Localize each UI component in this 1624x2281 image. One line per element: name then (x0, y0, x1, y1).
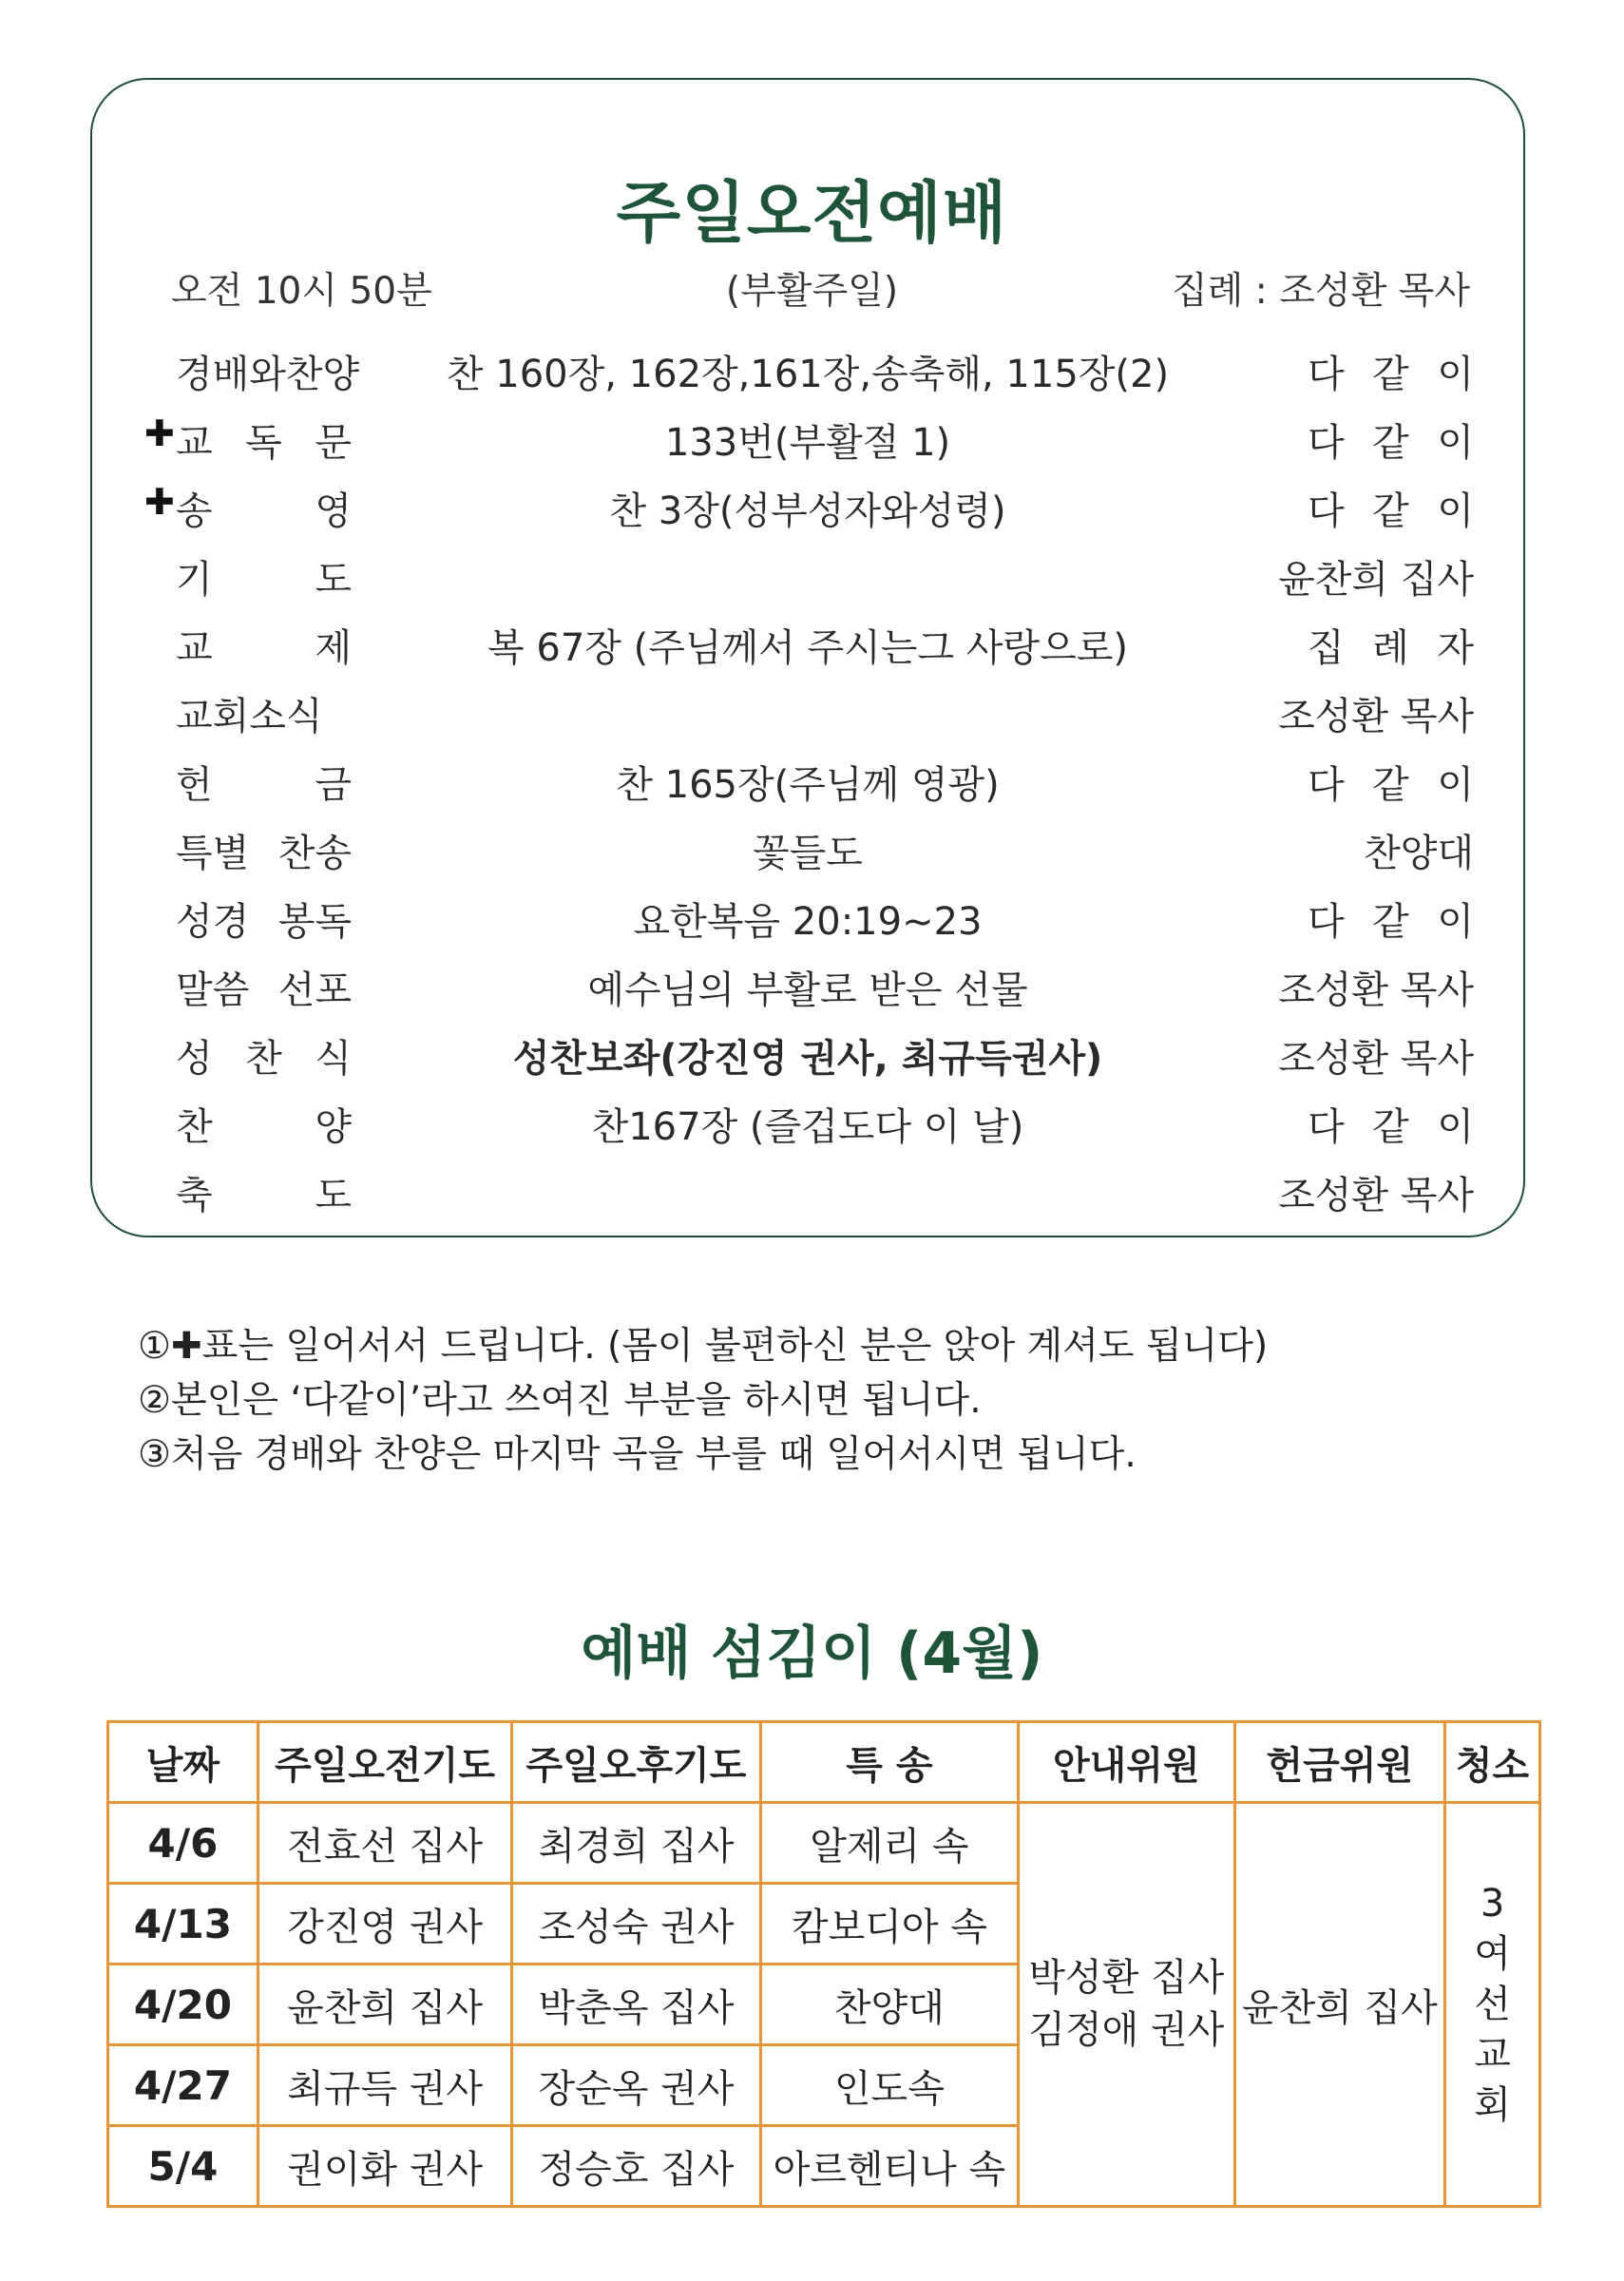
header-date: 날짜 (108, 1722, 258, 1803)
order-person: 조성환 목사 (1278, 968, 1474, 1012)
order-label: 성경 봉독 (176, 900, 352, 944)
special-song-cell: 아르헨티나 속 (760, 2126, 1018, 2207)
usher-name: 박성환 집사 (1028, 1956, 1225, 2000)
notes (138, 1319, 1268, 1482)
order-row (0, 1165, 1624, 1222)
order-person: 집 례 자 (1308, 626, 1474, 670)
service-time: 오전 10시 50분 (171, 270, 432, 313)
order-label: 교 제 (176, 626, 352, 670)
usher-name: 김정애 권사 (1028, 2008, 1225, 2052)
cleaning-char: 교 (1474, 2032, 1511, 2077)
note-item (138, 1428, 1268, 1482)
order-row (0, 412, 1624, 470)
order-person: 다 같 이 (1308, 900, 1474, 944)
service-occasion: (부활주일) (725, 270, 899, 313)
cross-icon: ✚ (170, 1325, 202, 1368)
order-row (0, 618, 1624, 675)
am-prayer-cell: 최규득 권사 (258, 2045, 511, 2126)
am-prayer-cell: 강진영 권사 (258, 1884, 511, 1965)
order-person: 다 같 이 (1308, 763, 1474, 807)
order-row (0, 891, 1624, 949)
pm-prayer-cell: 최경희 집사 (512, 1803, 760, 1884)
note-text: 표는 일어서서 드립니다. (몸이 불편하신 분은 앉아 계셔도 됩니다) (201, 1325, 1269, 1368)
cleaning-char: 선 (1474, 1982, 1511, 2026)
order-row (0, 686, 1624, 743)
order-person: 윤찬희 집사 (1278, 558, 1474, 602)
order-row (0, 960, 1624, 1017)
special-song-cell: 찬양대 (760, 1965, 1018, 2045)
cross-icon: ✚ (144, 481, 175, 523)
ushers-cell (1019, 1803, 1235, 2207)
am-prayer-cell: 권이화 권사 (258, 2126, 511, 2207)
header-pm-prayer: 주일오후기도 (512, 1722, 760, 1803)
order-person: 조성환 목사 (1278, 695, 1474, 738)
order-content: 복 67장 (주님께서 주시는그 사랑으로) (487, 626, 1128, 670)
cleaning-char: 여 (1474, 1931, 1511, 1976)
order-row (0, 823, 1624, 880)
note-number: ③ (138, 1433, 171, 1476)
cleaning-char: 3 (1480, 1881, 1505, 1926)
order-content: 찬 160장, 162장,161장,송축해, 115장(2) (446, 353, 1170, 396)
order-content: 찬 3장(성부성자와성령) (609, 489, 1006, 533)
date-cell: 4/27 (108, 2045, 258, 2126)
header-am-prayer: 주일오전기도 (258, 1722, 511, 1803)
order-content: 찬 165장(주님께 영광) (616, 763, 1000, 807)
special-song-cell: 캄보디아 속 (760, 1884, 1018, 1965)
order-row (0, 481, 1624, 538)
order-person: 찬양대 (1364, 832, 1474, 875)
order-label: 교회소식 (176, 695, 323, 738)
date-cell: 5/4 (108, 2126, 258, 2207)
header-ushers: 안내위원 (1019, 1722, 1235, 1803)
am-prayer-cell: 전효선 집사 (258, 1803, 511, 1884)
cleaning-cell (1445, 1803, 1540, 2207)
note-item (138, 1319, 1268, 1373)
note-text: 처음 경배와 찬양은 마지막 곡을 부를 때 일어서시면 됩니다. (170, 1433, 1137, 1476)
schedule-title: 예배 섬김이 (4월) (581, 1620, 1043, 1687)
order-label: 찬 양 (176, 1105, 352, 1149)
order-row (0, 755, 1624, 812)
order-label: 교 독 문 (176, 421, 352, 465)
order-row (0, 549, 1624, 606)
pm-prayer-cell: 박춘옥 집사 (512, 1965, 760, 2045)
order-content: 찬167장 (즐겁도다 이 날) (591, 1105, 1024, 1149)
order-label: 송 영 (176, 489, 352, 533)
special-song-cell: 인도속 (760, 2045, 1018, 2126)
order-person: 다 같 이 (1308, 1105, 1474, 1149)
order-row (0, 344, 1624, 401)
order-content: 꽃들도 (753, 832, 863, 875)
special-song-cell: 알제리 속 (760, 1803, 1018, 1884)
order-row (0, 1097, 1624, 1154)
order-content: 성찬보좌(강진영 권사, 최규득권사) (512, 1037, 1103, 1081)
order-label: 축 도 (176, 1174, 352, 1217)
order-person: 조성환 목사 (1278, 1037, 1474, 1081)
note-number: ① (138, 1325, 171, 1368)
order-content: 133번(부활절 1) (664, 421, 951, 465)
pm-prayer-cell: 조성숙 권사 (512, 1884, 760, 1965)
header-cleaning: 청소 (1445, 1722, 1540, 1803)
note-text: 본인은 ‘다같이’라고 쓰여진 부분을 하시면 됩니다. (170, 1379, 982, 1422)
pm-prayer-cell: 장순옥 권사 (512, 2045, 760, 2126)
order-content: 요한복음 20:19~23 (633, 900, 983, 944)
order-row (0, 1028, 1624, 1085)
service-officiant: 집례 : 조성환 목사 (1171, 270, 1470, 313)
order-label: 성 찬 식 (176, 1037, 352, 1081)
order-label: 말씀 선포 (176, 968, 352, 1012)
table-header-row (108, 1722, 1540, 1803)
order-label: 경배와찬양 (176, 353, 360, 396)
order-person: 다 같 이 (1308, 421, 1474, 465)
order-person: 다 같 이 (1308, 353, 1474, 396)
note-number: ② (138, 1379, 171, 1422)
order-label: 특별 찬송 (176, 832, 352, 875)
order-person: 다 같 이 (1308, 489, 1474, 533)
am-prayer-cell: 윤찬희 집사 (258, 1965, 511, 2045)
date-cell: 4/13 (108, 1884, 258, 1965)
order-label: 기 도 (176, 558, 352, 602)
cross-icon: ✚ (144, 412, 175, 454)
header-special-song: 특 송 (760, 1722, 1018, 1803)
date-cell: 4/6 (108, 1803, 258, 1884)
note-item (138, 1373, 1268, 1428)
date-cell: 4/20 (108, 1965, 258, 2045)
order-person: 조성환 목사 (1278, 1174, 1474, 1217)
service-title: 주일오전예배 (616, 174, 1008, 252)
offering-cell: 윤찬희 집사 (1234, 1803, 1445, 2207)
order-label: 헌 금 (176, 763, 352, 807)
cleaning-char: 회 (1474, 2082, 1511, 2127)
header-offering: 헌금위원 (1234, 1722, 1445, 1803)
schedule-table (106, 1720, 1541, 2208)
table-row (108, 1803, 1540, 1884)
pm-prayer-cell: 정승호 집사 (512, 2126, 760, 2207)
order-content: 예수님의 부활로 받은 선물 (587, 968, 1028, 1012)
